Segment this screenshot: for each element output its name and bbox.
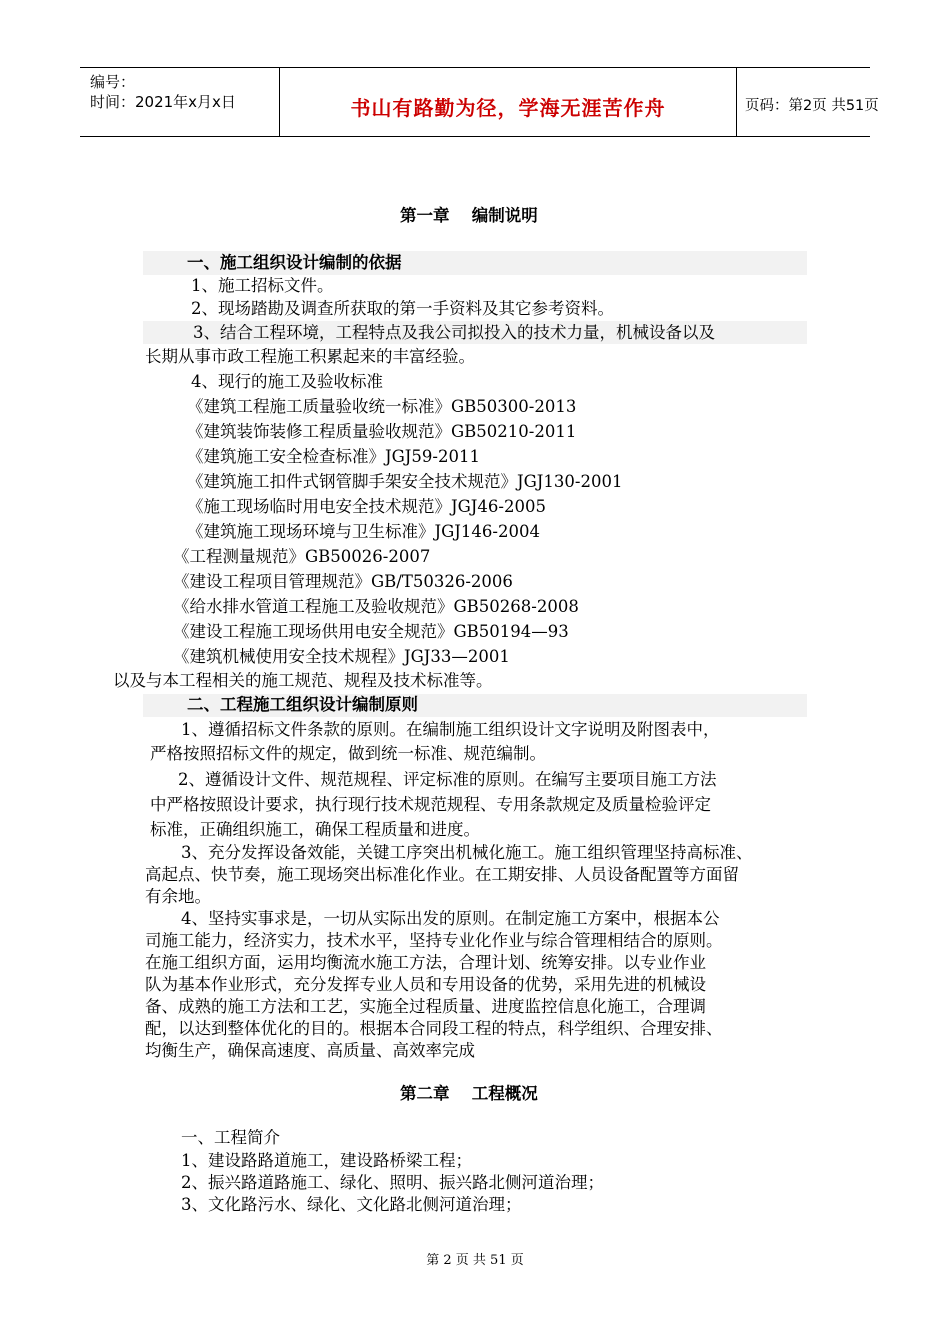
overview-subheading: 一、工程简介 xyxy=(181,1128,280,1147)
principle-line: 1、遵循招标文件条款的原则。在编制施工组织设计文字说明及附图表中， xyxy=(181,720,720,739)
standard-item: 《建设工程施工现场供用电安全规范》GB50194—93 xyxy=(173,622,569,641)
standard-item: 《建筑施工安全检查标准》JGJ59-2011 xyxy=(187,447,480,466)
standard-item: 《施工现场临时用电安全技术规范》JGJ46-2005 xyxy=(187,497,546,516)
basis-item-3-cont: 长期从事市政工程施工积累起来的丰富经验。 xyxy=(145,347,475,366)
overview-item: 2、振兴路道路施工、绿化、照明、振兴路北侧河道治理； xyxy=(181,1173,604,1192)
standard-item: 《工程测量规范》GB50026-2007 xyxy=(173,547,431,566)
principle-line: 有余地。 xyxy=(145,887,211,906)
standard-item: 《建筑机械使用安全技术规程》JGJ33—2001 xyxy=(173,647,510,666)
principle-line: 2、遵循设计文件、规范规程、评定标准的原则。在编写主要项目施工方法 xyxy=(178,770,717,789)
principle-line: 均衡生产，确保高速度、高质量、高效率完成 xyxy=(145,1041,475,1060)
document-time-label: 时间：2021年x月x日 xyxy=(90,93,236,111)
overview-item: 1、建设路路道施工，建设路桥梁工程； xyxy=(181,1151,472,1170)
principle-line: 标准，正确组织施工，确保工程质量和进度。 xyxy=(150,820,480,839)
standard-item: 《给水排水管道工程施工及验收规范》GB50268-2008 xyxy=(173,597,579,616)
section-1-heading: 一、施工组织设计编制的依据 xyxy=(187,253,402,272)
overview-item: 3、文化路污水、绿化、文化路北侧河道治理； xyxy=(181,1195,522,1214)
basis-item-1: 1、施工招标文件。 xyxy=(191,276,334,295)
page-header xyxy=(80,67,879,137)
chapter-2-title: 第二章 工程概况 xyxy=(400,1084,538,1103)
principle-line: 在施工组织方面，运用均衡流水施工方法，合理计划、统筹安排。以专业作业 xyxy=(145,953,706,972)
chapter-1-title: 第一章 编制说明 xyxy=(400,206,538,225)
standard-item: 《建筑装饰装修工程质量验收规范》GB50210-2011 xyxy=(187,422,577,441)
principle-line: 4、坚持实事求是，一切从实际出发的原则。在制定施工方案中，根据本公 xyxy=(181,909,720,928)
basis-item-3: 3、结合工程环境，工程特点及我公司拟投入的技术力量，机械设备以及 xyxy=(193,323,715,342)
principle-line: 队为基本作业形式，充分发挥专业人员和专用设备的优势，采用先进的机械设 xyxy=(145,975,706,994)
section-2-heading: 二、工程施工组织设计编制原则 xyxy=(187,695,418,714)
standard-item: 《建筑施工现场环境与卫生标准》JGJ146-2004 xyxy=(187,522,540,541)
document-number-label: 编号： xyxy=(90,73,136,91)
header-motto-cell xyxy=(280,68,737,136)
principle-line: 中严格按照设计要求，执行现行技术规范规程、专用条款规定及质量检验评定 xyxy=(150,795,711,814)
header-meta-cell xyxy=(80,68,280,136)
principle-line: 3、充分发挥设备效能，关键工序突出机械化施工。施工组织管理坚持高标准、 xyxy=(181,843,753,862)
principle-line: 司施工能力，经济实力，技术水平，坚持专业化作业与综合管理相结合的原则。 xyxy=(145,931,723,950)
principle-line: 备、成熟的施工方法和工艺，实施全过程质量、进度监控信息化施工，合理调 xyxy=(145,997,706,1016)
basis-item-2: 2、现场踏勘及调查所获取的第一手资料及其它参考资料。 xyxy=(191,299,614,318)
principle-line: 高起点、快节奏，施工现场突出标准化作业。在工期安排、人员设备配置等方面留 xyxy=(145,865,739,884)
standard-item: 《建设工程项目管理规范》GB/T50326-2006 xyxy=(173,572,513,591)
header-page-info: 页码：第2页 共51页 xyxy=(745,98,879,114)
basis-item-4: 4、现行的施工及验收标准 xyxy=(191,372,383,391)
standard-item: 《建筑施工扣件式钢管脚手架安全技术规范》JGJ130-2001 xyxy=(187,472,623,491)
standards-closing: 以及与本工程相关的施工规范、规程及技术标准等。 xyxy=(113,671,493,690)
page-footer: 第 2 页 共 51 页 xyxy=(426,1253,524,1268)
principle-line: 配，以达到整体优化的目的。根据本合同段工程的特点，科学组织、合理安排、 xyxy=(145,1019,723,1038)
header-page-cell xyxy=(737,68,879,136)
motto-text: 书山有路勤为径，学海无涯苦作舟 xyxy=(350,96,666,120)
standard-item: 《建筑工程施工质量验收统一标准》GB50300-2013 xyxy=(187,397,577,416)
principle-line: 严格按照招标文件的规定，做到统一标准、规范编制。 xyxy=(150,744,546,763)
